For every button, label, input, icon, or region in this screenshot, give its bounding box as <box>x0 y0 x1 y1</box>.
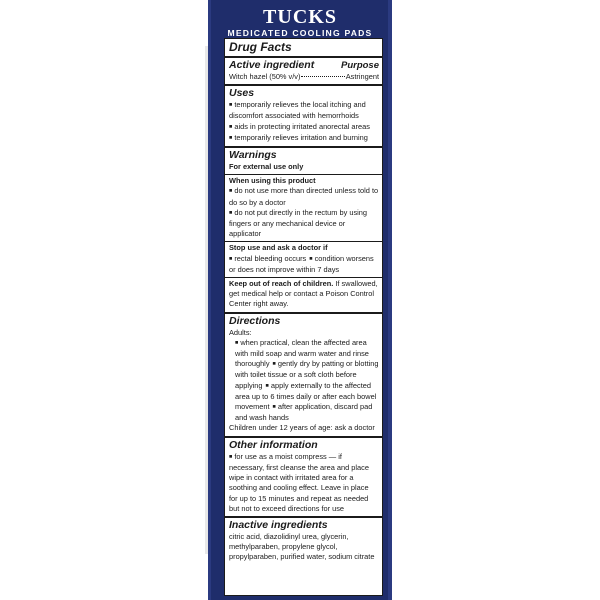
uses-item: ■ temporarily relieves the local itching and discomfort associated with hemorrhoids <box>229 100 379 121</box>
drug-facts-title: Drug Facts <box>229 40 292 54</box>
stop-use-title: Stop use and ask a doctor if <box>229 243 328 253</box>
purpose-value: Astringent <box>345 72 379 81</box>
warnings-section <box>225 146 382 174</box>
active-ingredient-row <box>229 72 379 82</box>
brand-header <box>210 6 390 39</box>
other-information-section <box>225 436 382 516</box>
uses-item: ■ aids in protecting irritated anorectal areas <box>229 122 379 133</box>
directions-text <box>229 338 379 424</box>
stop-use-item: ■ rectal bleeding occurs <box>229 254 306 263</box>
when-using-title: When using this product <box>229 176 316 186</box>
when-using-item: ■ do not use more than directed unless told to do so by a doctor <box>229 186 379 207</box>
keep-out-bold: Keep out of reach of children. <box>229 279 334 289</box>
external-use-note: For external use only <box>229 162 304 172</box>
keep-out-section <box>225 277 382 312</box>
directions-item: ■ when practical, clean the affected area with mild soap and warm water and rinse thoroughly <box>235 338 369 368</box>
directions-item: ■ gently dry by patting or blotting with toilet tissue or a soft cloth before applying <box>235 359 379 389</box>
when-using-item: ■ do not put directly in the rectum by using fingers or any mechanical device or applicator <box>229 208 379 240</box>
other-information-text: ■ for use as a moist compress — if necessary, first cleanse the area and place wipe in contact with irritated area for a soothing and cooling effect. Leave in place for up to 15 minutes and repeat as needed but not to exceed directions for use <box>229 452 379 514</box>
active-ingredient-section <box>225 56 382 84</box>
other-information-title: Other information <box>229 438 318 451</box>
purpose-header: Purpose <box>340 60 379 71</box>
inactive-ingredients-text: citric acid, diazolidinyl urea, glycerin, methylparaben, propylene glycol, propylparaben, purified water, sodium citrate <box>229 531 375 562</box>
package-right-edge <box>388 0 392 600</box>
uses-title: Uses <box>229 87 255 100</box>
stop-use-item: ■ condition worsens or does not improve within 7 days <box>229 254 374 274</box>
directions-item: ■ after application, discard pad and wash hands <box>235 402 372 422</box>
warnings-title: Warnings <box>229 149 277 162</box>
active-ingredient-header: Active ingredient <box>229 59 315 71</box>
active-ingredient-header-row <box>229 59 379 72</box>
leader-dots <box>301 76 344 77</box>
stop-use-text <box>229 254 379 275</box>
brand-subtitle: MEDICATED COOLING PADS <box>227 28 373 38</box>
inactive-ingredients-title: Inactive ingredients <box>229 518 328 531</box>
inactive-ingredients-section <box>225 516 382 565</box>
drug-facts-title-section <box>225 39 382 56</box>
uses-section <box>225 84 382 146</box>
directions-children: Children under 12 years of age: ask a doctor <box>229 423 375 433</box>
drug-facts-panel <box>224 38 383 596</box>
directions-section <box>225 312 382 436</box>
when-using-section <box>225 174 382 241</box>
active-ingredient-value: Witch hazel (50% v/v) <box>229 72 301 81</box>
directions-adults: Adults: <box>229 327 252 337</box>
uses-item: ■ temporarily relieves irritation and burning <box>229 133 379 144</box>
directions-item: ■ apply externally to the affected area up to 6 times daily or after each bowel movement <box>235 381 376 411</box>
brand-name: TUCKS <box>263 6 337 28</box>
package-panel-edge <box>208 0 211 600</box>
keep-out-text: If swallowed, get medical help or contact a Poison Control Center right away. <box>229 279 378 309</box>
stop-use-section <box>225 241 382 277</box>
directions-title: Directions <box>229 314 281 327</box>
